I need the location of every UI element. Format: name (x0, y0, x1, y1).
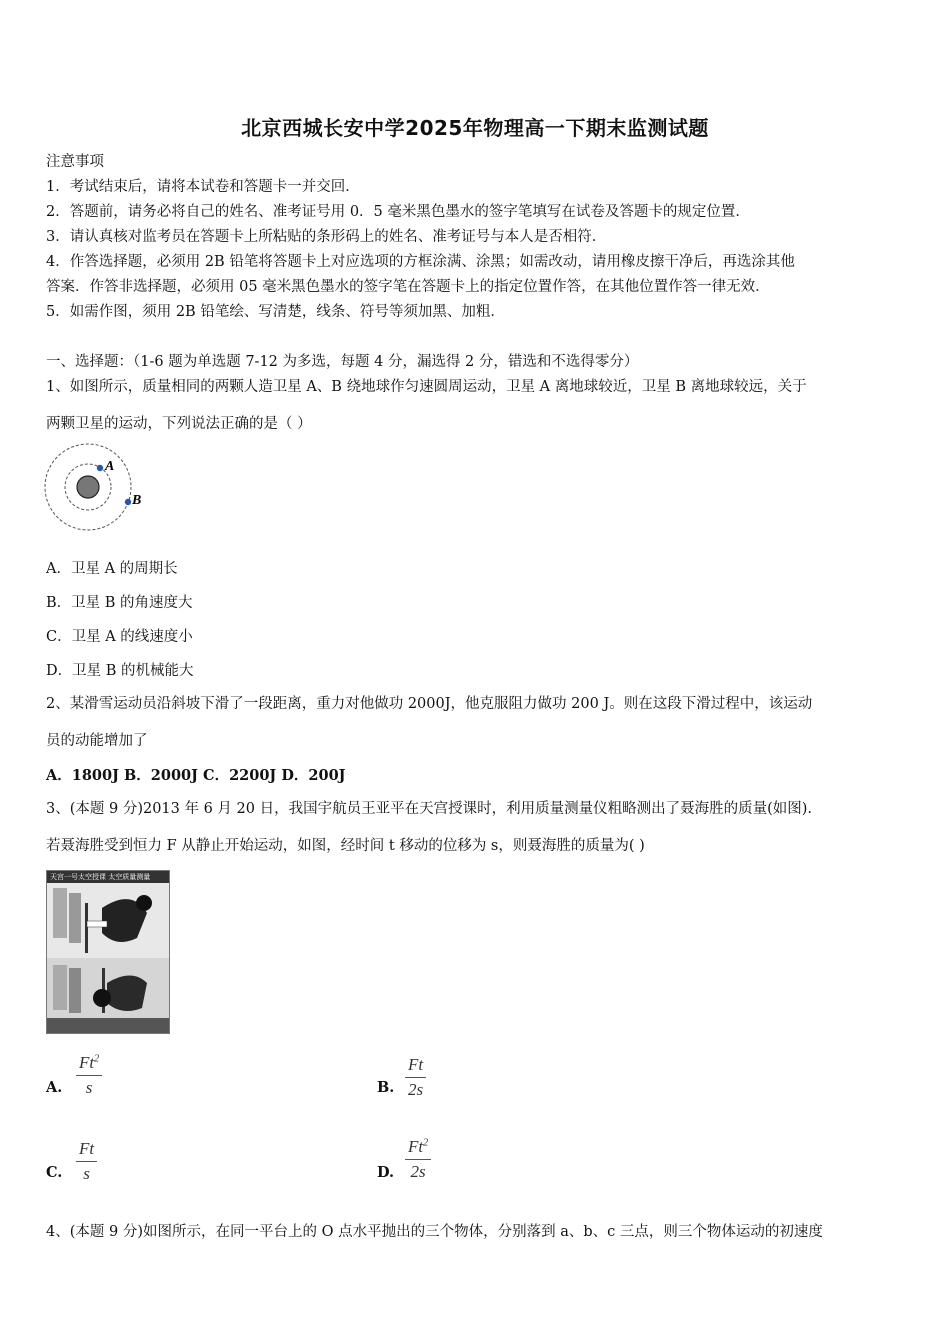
question-1-stem: 1、如图所示，质量相同的两颗人造卫星 A、B 绕地球作匀速圆周运动，卫星 A 离地球较近，卫星 B 离地球较远，关于 (46, 379, 807, 395)
question-3-stem: 3、(本题 9 分)2013 年 6 月 20 日，我国宇航员王亚平在天宫授课时，利用质量测量仪粗略测出了聂海胜的质量(如图). (46, 801, 813, 817)
label-b: B (132, 493, 142, 508)
numerator: Ft$^2$ (405, 1137, 431, 1160)
q3-option-b-fraction (405, 1055, 426, 1100)
mass-measurement-photo (46, 870, 170, 1034)
satellite-b (125, 499, 131, 505)
label-a: A (105, 459, 115, 474)
notice-item: 1．考试结束后，请将本试卷和答题卡一并交回． (46, 179, 360, 195)
satellite-orbit-diagram (40, 440, 150, 535)
photo-caption: 天宫一号太空授课 太空质量测量 (47, 871, 170, 883)
denominator: s (85, 1078, 93, 1097)
notice-heading: 注意事项 (46, 154, 104, 170)
notice-item: 3．请认真核对监考员在答题卡上所粘贴的条形码上的姓名、准考证号与本人是否相符． (46, 229, 607, 245)
earth (77, 476, 99, 498)
q3-option-d-fraction (405, 1137, 431, 1182)
numerator: Ft$^2$ (76, 1053, 102, 1076)
question-3-stem-cont: 若聂海胜受到恒力 F 从静止开始运动，如图，经时间 t 移动的位移为 s，则聂海胜的质量为( ) (46, 838, 645, 854)
q3-option-d-label: D. (377, 1164, 395, 1181)
denominator: 2s (407, 1080, 424, 1099)
page-title: 北京西城长安中学2025年物理高一下期末监测试题 (241, 116, 709, 140)
section-heading: 一、选择题：（1-6 题为单选题 7-12 为多选，每题 4 分，漏选得 2 分，错选和不选得零分） (46, 354, 639, 370)
notice-item: 2．答题前，请务必将自己的姓名、准考证号用 0．5 毫米黑色墨水的签字笔填写在试卷及答题卡的规定位置． (46, 204, 750, 220)
notice-item: 4．作答选择题，必须用 2B 铅笔将答题卡上对应选项的方框涂满、涂黑；如需改动，请用橡皮擦干净后，再选涂其他 (46, 254, 795, 270)
q1-option-c: C．卫星 A 的线速度小 (46, 629, 193, 645)
notice-item: 答案．作答非选择题，必须用 05 毫米黑色墨水的签字笔在答题卡上的指定位置作答，在其他位置作答一律无效． (46, 279, 770, 295)
numerator: Ft (76, 1139, 97, 1162)
numerator: Ft (405, 1055, 426, 1078)
q3-option-c-fraction (76, 1139, 97, 1184)
q3-option-b-label: B. (377, 1079, 395, 1096)
q1-option-d: D．卫星 B 的机械能大 (46, 663, 194, 679)
astronaut-illustration (47, 883, 169, 1033)
satellite-a (97, 465, 103, 471)
q1-option-a: A．卫星 A 的周期长 (46, 561, 178, 577)
q3-option-a-fraction (76, 1053, 102, 1098)
question-2-stem: 2、某滑雪运动员沿斜坡下滑了一段距离，重力对他做功 2000J，他克服阻力做功 200 J。则在这段下滑过程中，该运动 (46, 696, 813, 712)
q1-option-b: B．卫星 B 的角速度大 (46, 595, 193, 611)
notice-item: 5．如需作图，须用 2B 铅笔绘、写清楚，线条、符号等须加黑、加粗． (46, 304, 505, 320)
q3-option-a-label: A. (46, 1079, 63, 1096)
question-2-stem-cont: 员的动能增加了 (46, 733, 148, 749)
question-1-stem-cont: 两颗卫星的运动，下列说法正确的是（ ） (46, 416, 312, 432)
denominator: s (83, 1164, 90, 1183)
q3-option-c-label: C. (46, 1164, 63, 1181)
denominator: 2s (410, 1162, 426, 1181)
question-4-stem: 4、(本题 9 分)如图所示，在同一平台上的 O 点水平抛出的三个物体，分别落到 a、b、c 三点，则三个物体运动的初速度 (46, 1224, 823, 1240)
q2-options: A．1800J B．2000J C．2200J D．200J (46, 767, 346, 784)
